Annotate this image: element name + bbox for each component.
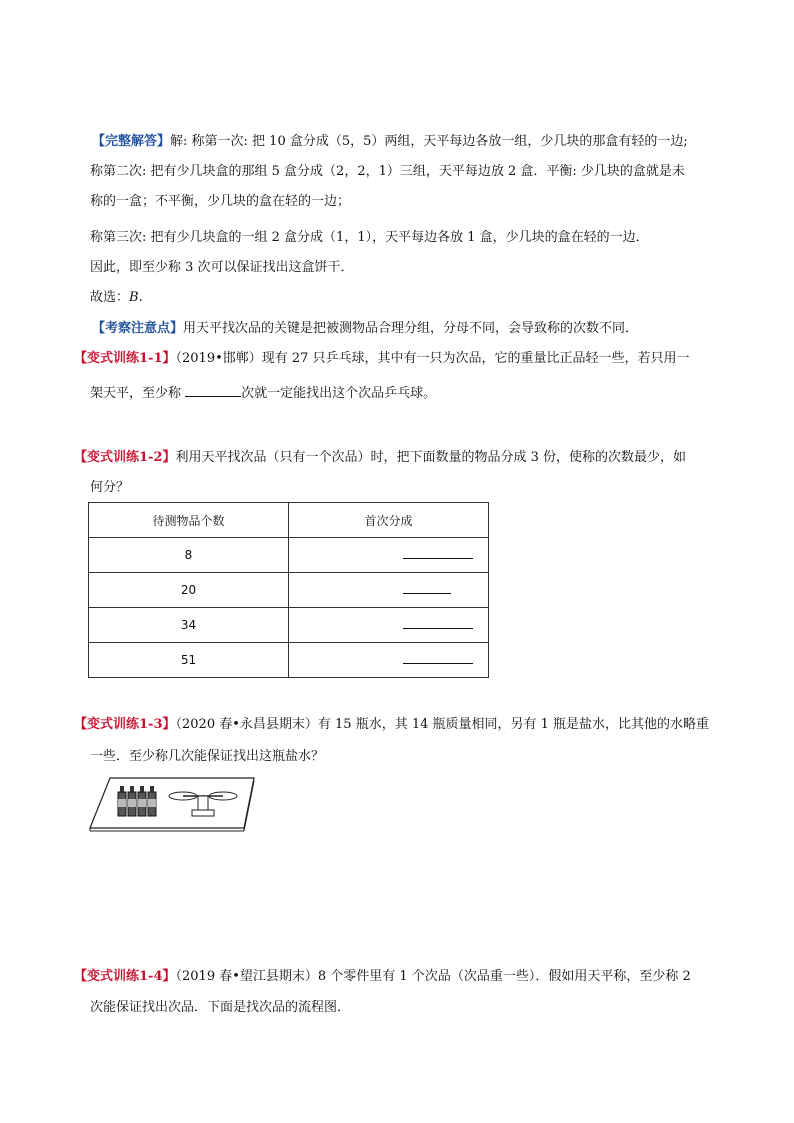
q11-tag: 【变式训练1-1】: [74, 351, 176, 366]
solution-line-4: 称第三次: 把有少几块盒的一组 2 盒分成（1，1），天平每边各放 1 盒，少几块的盒在轻的一边．: [90, 230, 649, 245]
answer-blank[interactable]: [403, 583, 451, 594]
answer-blank[interactable]: [403, 618, 473, 629]
table-row: [89, 643, 489, 678]
q12-line-2: 何分？: [90, 480, 130, 495]
q14-line-2: 次能保证找出次品．下面是找次品的流程图．: [90, 1000, 351, 1015]
note-tag: 【考察注意点】: [92, 321, 184, 336]
q14-text-1: （2019 春•望江县期末）8 个零件里有 1 个次品（次品重一些）．假如用天平称，至少称 2: [175, 969, 691, 984]
answer-blank[interactable]: [403, 548, 473, 559]
answer-blank[interactable]: [403, 653, 473, 664]
q14-line-1: [74, 968, 691, 986]
q11-line-1: [74, 350, 690, 368]
solution-line-1: [92, 133, 688, 151]
table-header-row: [89, 503, 489, 538]
table-header-split: 首次分成: [289, 503, 489, 538]
table-row: [89, 573, 489, 608]
q13-tag: 【变式训练1-3】: [74, 717, 176, 732]
solution-line-2: 称第二次: 把有少几块盒的那组 5 盒分成（2，2，1）三组，天平每边放 2 盒．平衡: 少几块的盒就是未: [90, 164, 685, 179]
table-cell-split: [289, 643, 489, 678]
q11-line-2: [90, 382, 436, 403]
table-cell-count: 51: [89, 643, 289, 678]
note-text: 用天平找次品的关键是把被测物品合理分组，分母不同，会导致称的次数不同．: [183, 321, 639, 336]
solution-line-3: 称的一盒；不平衡，少几块的盒在轻的一边；: [90, 194, 351, 209]
q13-line-2: 一些．至少称几次能保证找出这瓶盐水？: [90, 749, 325, 764]
table-cell-count: 20: [89, 573, 289, 608]
table-cell-split: [289, 608, 489, 643]
q11-text-1: （2019•邯郸）现有 27 只乒乓球，其中有一只为次品，它的重量比正品轻一些，若只用一: [175, 351, 690, 366]
table-header-count: 待测物品个数: [89, 503, 289, 538]
q11-text-2a: 架天平，至少称: [90, 386, 186, 401]
q11-answer-blank[interactable]: [185, 382, 241, 397]
solution-line-6: [90, 289, 143, 307]
q12-line-1: [74, 449, 686, 467]
table-cell-split: [289, 573, 489, 608]
table-cell-count: 34: [89, 608, 289, 643]
items-table: [88, 502, 489, 678]
solution-tag: 【完整解答】: [92, 134, 171, 149]
q11-text-2b: 次就一定能找出这个次品乒乓球。: [241, 386, 437, 401]
q14-tag: 【变式训练1-4】: [74, 969, 176, 984]
solution-line-5: 因此，即至少称 3 次可以保证找出这盒饼干．: [90, 260, 354, 275]
q12-text-1: 利用天平找次品（只有一个次品）时，把下面数量的物品分成 3 份，使称的次数最少，如: [175, 450, 687, 465]
balance-scale-illustration: [88, 770, 260, 832]
q13-line-1: [74, 716, 709, 734]
solution-text-1: 解: 称第一次: 把 10 盒分成（5，5）两组，天平每边各放一组，少几块的那盒有轻的一边;: [170, 134, 688, 149]
table-row: [89, 608, 489, 643]
table-cell-split: [289, 538, 489, 573]
table-cell-count: 8: [89, 538, 289, 573]
table-row: [89, 538, 489, 573]
q13-text-1: （2020 春•永昌县期末）有 15 瓶水，其 14 瓶质量相同，另有 1 瓶是盐水，比其他的水略重: [175, 717, 710, 732]
answer-prefix: 故选：: [90, 290, 130, 305]
answer-choice: B.: [129, 290, 143, 305]
q12-tag: 【变式训练1-2】: [74, 450, 176, 465]
note-line: [92, 320, 638, 338]
